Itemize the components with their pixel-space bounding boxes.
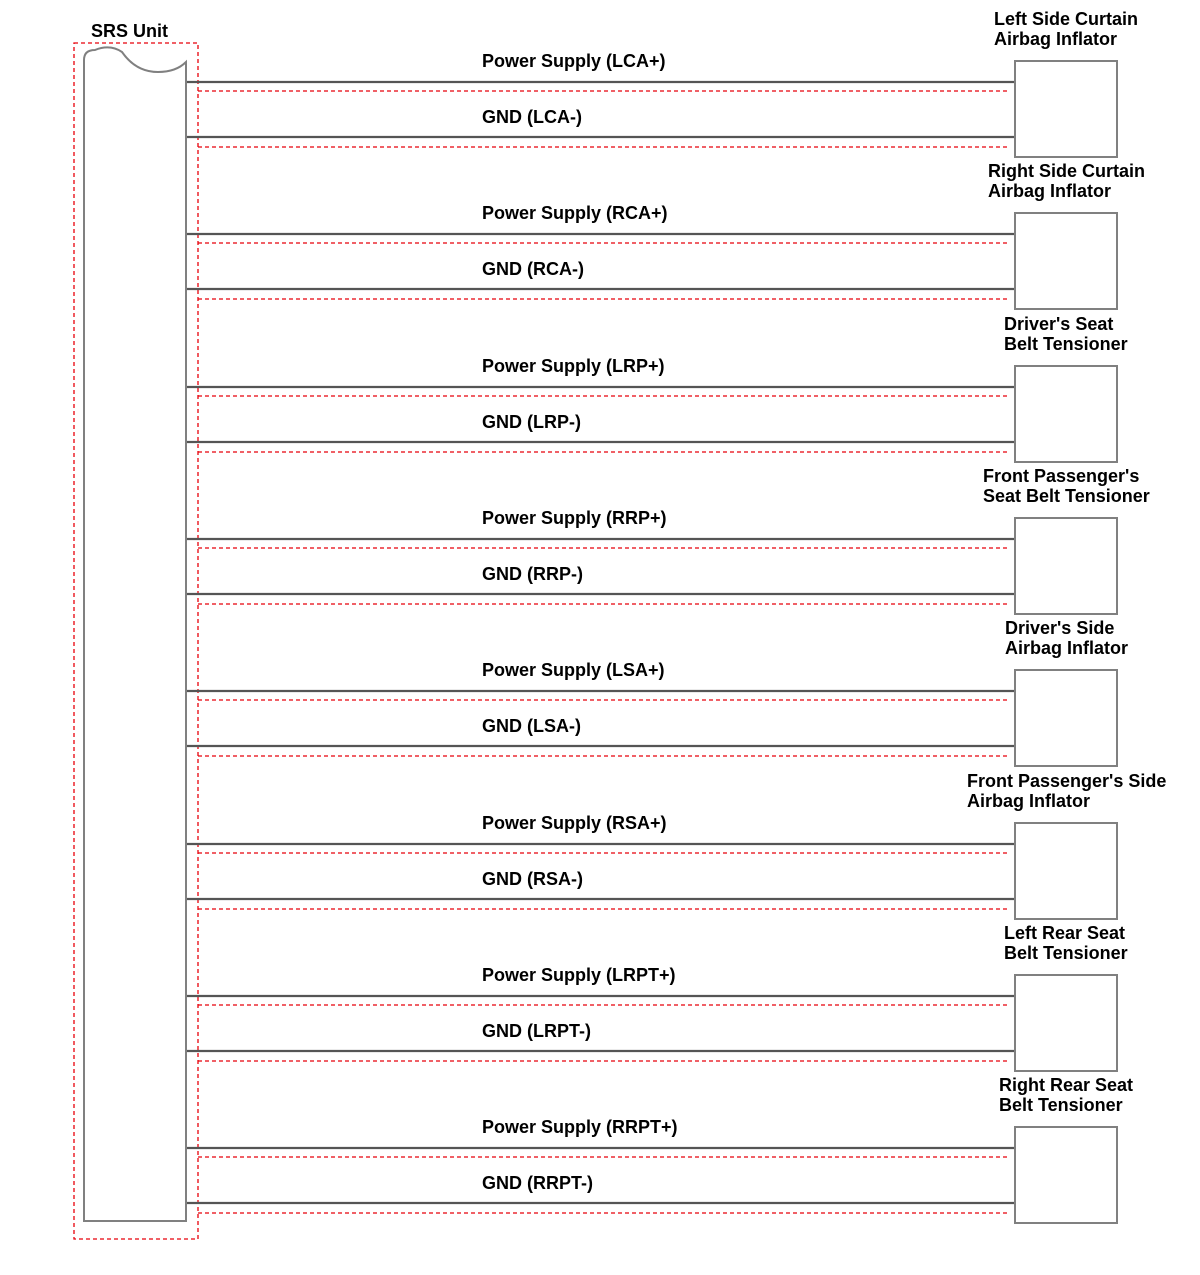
component-label-line2: Airbag Inflator <box>988 181 1112 201</box>
power-supply-label: Power Supply (RSA+) <box>482 813 667 833</box>
component-label <box>967 771 1166 811</box>
component-box <box>1015 670 1117 766</box>
power-supply-label: Power Supply (RRPT+) <box>482 1117 678 1137</box>
component-label <box>999 1075 1133 1115</box>
component-label <box>1004 923 1128 963</box>
power-supply-label: Power Supply (LCA+) <box>482 51 666 71</box>
component-box <box>1015 366 1117 462</box>
component-box <box>1015 1127 1117 1223</box>
component-label-line2: Airbag Inflator <box>967 791 1091 811</box>
component-label <box>988 161 1145 201</box>
component-label-line1: Right Side Curtain <box>988 161 1145 181</box>
component-label-line1: Front Passenger's Side <box>967 771 1167 791</box>
component-label <box>994 9 1138 49</box>
component-label-line2: Belt Tensioner <box>1004 943 1128 963</box>
srs-unit-body <box>84 47 186 1221</box>
power-supply-label: Power Supply (LRP+) <box>482 356 665 376</box>
component-label-line2: Airbag Inflator <box>994 29 1118 49</box>
component-label-line2: Belt Tensioner <box>1004 334 1128 354</box>
srs-unit-label: SRS Unit <box>91 21 169 41</box>
component-box <box>1015 61 1117 157</box>
component-label-line2: Seat Belt Tensioner <box>983 486 1150 506</box>
component-label <box>1004 314 1128 354</box>
component-label-line2: Belt Tensioner <box>999 1095 1123 1115</box>
component-label <box>983 466 1150 506</box>
ground-label: GND (LRP-) <box>482 412 581 432</box>
component-box <box>1015 975 1117 1071</box>
component-box <box>1015 823 1117 919</box>
ground-label: GND (RSA-) <box>482 869 583 889</box>
component-label <box>1005 618 1128 658</box>
ground-label: GND (LRPT-) <box>482 1021 591 1041</box>
power-supply-label: Power Supply (LSA+) <box>482 660 665 680</box>
power-supply-label: Power Supply (RCA+) <box>482 203 668 223</box>
ground-label: GND (RRP-) <box>482 564 583 584</box>
power-supply-label: Power Supply (RRP+) <box>482 508 667 528</box>
component-label-line1: Left Rear Seat <box>1004 923 1126 943</box>
component-box <box>1015 213 1117 309</box>
component-label-line1: Front Passenger's <box>983 466 1140 486</box>
component-box <box>1015 518 1117 614</box>
power-supply-label: Power Supply (LRPT+) <box>482 965 676 985</box>
component-label-line1: Driver's Seat <box>1004 314 1114 334</box>
component-label-line1: Left Side Curtain <box>994 9 1139 29</box>
ground-label: GND (RCA-) <box>482 259 584 279</box>
component-label-line2: Airbag Inflator <box>1005 638 1129 658</box>
component-label-line1: Driver's Side <box>1005 618 1115 638</box>
ground-label: GND (LCA-) <box>482 107 582 127</box>
component-label-line1: Right Rear Seat <box>999 1075 1134 1095</box>
ground-label: GND (LSA-) <box>482 716 581 736</box>
ground-label: GND (RRPT-) <box>482 1173 593 1193</box>
